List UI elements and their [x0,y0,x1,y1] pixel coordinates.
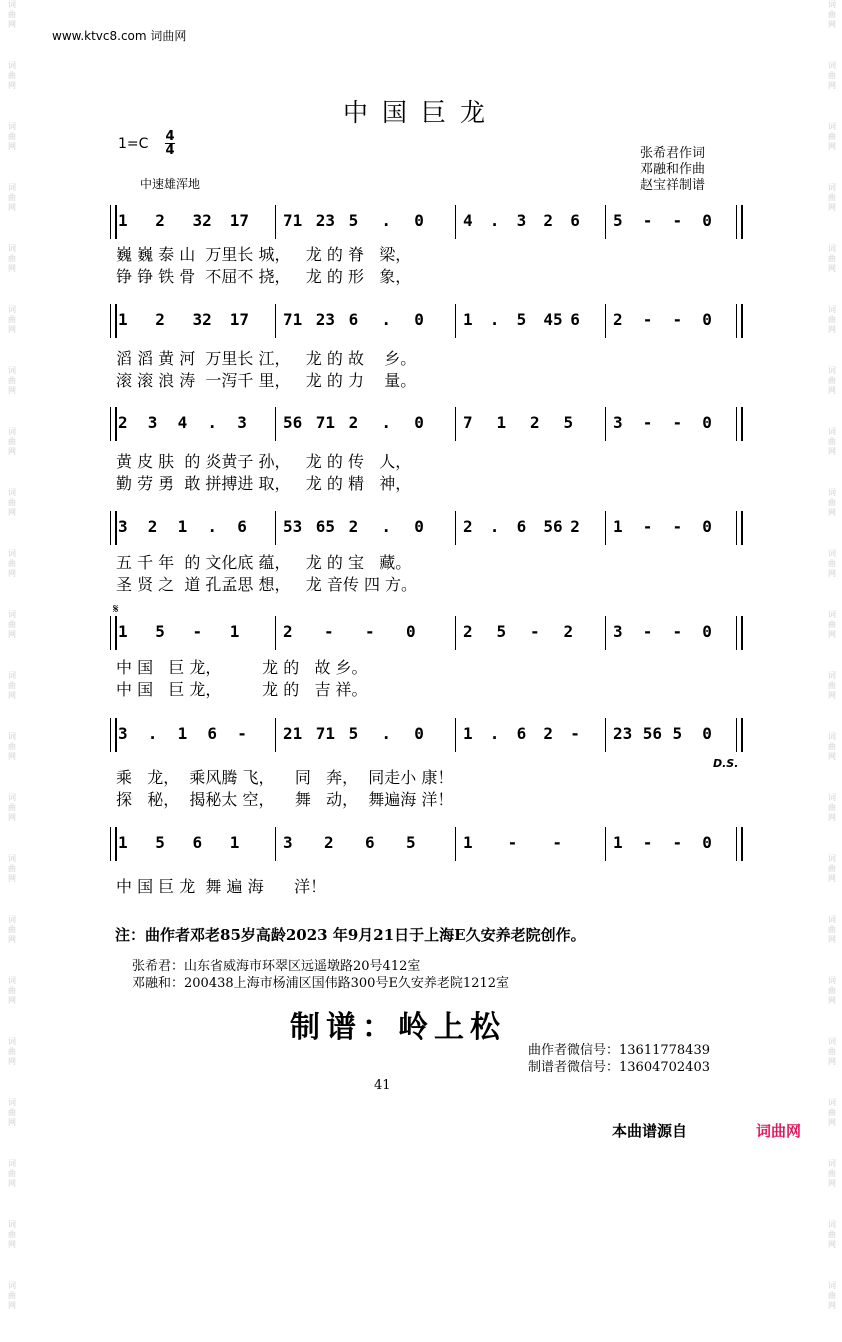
bar-line [275,407,276,441]
ds-marking: D.S. [713,757,739,770]
note: - [642,413,653,432]
watermark-block: 词 曲 网 [8,732,16,761]
note: 23 [613,724,633,743]
note: 2 [613,310,623,329]
watermark-block: 词 曲 网 [8,0,16,29]
note: 5 [613,211,623,230]
note: . [489,211,500,230]
note: 3 [237,413,247,432]
note: 3 [516,211,527,230]
bar-line [110,205,117,239]
lyric-line: 滔 滔 黄 河 万里长 江， 龙 的 故 乡。 [116,349,417,368]
note: 1 [118,622,128,641]
note: . [147,724,158,743]
note: 1 [229,833,240,852]
note: 56 [283,413,303,432]
note: 5 [516,310,527,329]
composer-wechat: 曲作者微信号：13611778439 [528,1043,710,1058]
watermark-block: 词 曲 网 [8,488,16,517]
watermark-block: 词 曲 网 [828,671,836,700]
note: 0 [414,724,424,743]
note: 0 [702,413,712,432]
note: 2 [147,517,158,536]
note: - [672,833,683,852]
note: 5 [348,724,359,743]
composer-address: 邓融和：200438上海市杨浦区国伟路300号E久安养老院1212室 [132,976,510,991]
note: . [381,310,392,329]
lyric-line: 滚 滚 浪 涛 一泻千 里， 龙 的 力 量。 [116,371,417,390]
note: 1 [613,517,623,536]
bar-line [455,616,456,650]
bar-line [455,511,456,545]
note: . [381,211,392,230]
note: - [552,833,562,852]
note: 5 [406,833,416,852]
note: 1 [229,622,240,641]
watermark-block: 词 曲 网 [828,1098,836,1127]
note: 3 [118,724,128,743]
note: 5 [155,622,165,641]
note: 3 [613,413,623,432]
note: 6 [207,724,218,743]
bar-line [275,718,276,752]
composer-credit: 邓融和作曲 [640,162,706,177]
bar-line [110,304,117,338]
note: 5 [155,833,165,852]
watermark-block: 词 曲 网 [828,1037,836,1066]
note: . [207,517,218,536]
note: 2 [543,211,554,230]
lyric-line: 乘 龙， 乘风腾 飞， 同 奔， 同走小 康！ [116,768,454,787]
note: 21 [283,724,303,743]
watermark-block: 词 曲 网 [8,1281,16,1310]
note: 1 [118,833,128,852]
note: . [381,413,392,432]
note: 2 [463,622,473,641]
note: 0 [414,211,424,230]
bar-line [605,718,606,752]
wechat-info [528,1042,710,1076]
note: 6 [365,833,375,852]
lyric-line: 中 国 巨 龙， 龙 的 故 乡。 [116,658,368,677]
bar-line [605,407,606,441]
note: 5 [563,413,574,432]
bar-line [275,304,276,338]
bar-line [110,407,117,441]
bar-line [455,304,456,338]
note: - [237,724,247,743]
note: 2 [463,517,473,536]
note: 32 [192,211,212,230]
note: 7 [463,413,473,432]
note: 1 [496,413,507,432]
watermark-block: 词 曲 网 [828,549,836,578]
watermark-block: 词 曲 网 [8,549,16,578]
page-title: 中国巨龙 [342,98,499,127]
watermark-block: 词 曲 网 [828,732,836,761]
watermark-block: 词 曲 网 [828,610,836,639]
note: 32 [192,310,212,329]
note: 0 [414,310,424,329]
watermark-block: 词 曲 网 [828,915,836,944]
note: - [672,211,683,230]
note: 71 [315,724,336,743]
header-url[interactable]: www.ktvc8.com 词曲网 [52,29,187,43]
bar-line [736,304,743,338]
note: 2 [155,310,165,329]
composition-note: 注：曲作者邓老85岁高龄2023 年9月21日于上海E久安养老院创作。 [115,926,586,944]
note: 5 [672,724,683,743]
note: 5 [496,622,507,641]
note: 23 [315,310,336,329]
note: - [642,622,653,641]
note: 1 [177,724,188,743]
watermark-block: 词 曲 网 [828,793,836,822]
note: 65 [315,517,336,536]
note: 53 [283,517,303,536]
time-sig-numerator: 4 [165,129,175,144]
credits [640,146,705,194]
watermark-block: 词 曲 网 [8,1159,16,1188]
bar-line [605,616,606,650]
note: 2 [530,413,540,432]
note: 45 [543,310,563,329]
source-site-link[interactable]: 词曲网 [756,1122,802,1140]
watermark-block: 词 曲 网 [828,1220,836,1249]
note: 0 [702,310,712,329]
watermark-block: 词 曲 网 [8,427,16,456]
note: 2 [324,833,334,852]
note: - [672,517,683,536]
watermark-block: 词 曲 网 [828,1159,836,1188]
note: - [642,211,653,230]
bar-line [110,827,117,861]
note: 6 [192,833,203,852]
lyric-line: 黄 皮 肤 的 炎黄子 孙， 龙 的 传 人， [116,452,412,471]
note: 2 [283,622,293,641]
watermark-block: 词 曲 网 [828,366,836,395]
watermark-block: 词 曲 网 [8,1220,16,1249]
note: 2 [570,517,580,536]
bar-line [455,718,456,752]
note: . [489,517,500,536]
note: - [672,622,683,641]
watermark-block: 词 曲 网 [8,793,16,822]
note: 56 [642,724,663,743]
time-signature [165,130,175,157]
lyric-line: 中 国 巨 龙 舞 遍 海 洋！ [116,877,327,896]
note: 6 [516,517,527,536]
note: 0 [414,413,424,432]
watermark-block: 词 曲 网 [8,1037,16,1066]
note: - [642,310,653,329]
note: - [530,622,540,641]
note: 6 [516,724,527,743]
signature: 制谱：岭上松 [290,1010,506,1045]
note: 0 [702,517,712,536]
note: 0 [406,622,416,641]
note: 71 [283,211,303,230]
watermark-block: 词 曲 网 [828,976,836,1005]
page-number: 41 [374,1078,391,1093]
note: 1 [463,310,473,329]
note: 2 [118,413,128,432]
note: 3 [147,413,158,432]
note: - [507,833,518,852]
bar-line [736,827,743,861]
lyric-line: 探 秘， 揭秘太 空， 舞 动， 舞遍海 洋！ [116,790,454,809]
note: 2 [348,413,359,432]
watermark-block: 词 曲 网 [828,854,836,883]
note: . [489,724,500,743]
note: 1 [118,211,128,230]
note: 17 [229,211,250,230]
bar-line [736,616,743,650]
watermark-block: 词 曲 网 [828,183,836,212]
lyricist-credit: 张希君作词 [640,146,706,161]
watermark-block: 词 曲 网 [8,122,16,151]
watermark-block: 词 曲 网 [828,61,836,90]
watermark-block: 词 曲 网 [8,610,16,639]
note: 1 [118,310,128,329]
source-label: 本曲谱源自 [612,1122,688,1140]
bar-line [110,718,117,752]
note: 6 [237,517,247,536]
note: 1 [613,833,623,852]
watermark-block: 词 曲 网 [8,671,16,700]
watermark-block: 词 曲 网 [8,915,16,944]
bar-line [110,511,117,545]
note: 0 [702,724,712,743]
note: - [642,517,653,536]
watermark-block: 词 曲 网 [8,976,16,1005]
note: 0 [702,211,712,230]
watermark-block: 词 曲 网 [828,427,836,456]
watermark-block: 词 曲 网 [828,1281,836,1310]
lyricist-address: 张希君：山东省威海市环翠区远遥墩路20号412室 [132,959,421,974]
note: 2 [348,517,359,536]
watermark-block: 词 曲 网 [8,61,16,90]
bar-line [736,511,743,545]
note: 6 [570,310,580,329]
note: 6 [570,211,580,230]
watermark-block: 词 曲 网 [828,305,836,334]
bar-line [736,407,743,441]
bar-line [605,304,606,338]
bar-line [455,407,456,441]
note: - [672,413,683,432]
note: . [207,413,218,432]
lyric-line: 圣 贤 之 道 孔孟思 想， 龙 音传 四 方。 [116,575,418,594]
note: - [192,622,203,641]
watermark-block: 词 曲 网 [8,305,16,334]
note: 4 [177,413,188,432]
bar-line [736,205,743,239]
watermark-block: 词 曲 网 [828,122,836,151]
note: 1 [463,724,473,743]
note: 5 [348,211,359,230]
lyric-line: 勤 劳 勇 敢 拼搏进 取， 龙 的 精 神， [116,474,412,493]
watermark-block: 词 曲 网 [8,1098,16,1127]
note: 3 [283,833,293,852]
note: 0 [414,517,424,536]
note: 17 [229,310,250,329]
note: 6 [348,310,359,329]
note: - [642,833,653,852]
note: - [672,310,683,329]
segno-sign: 𝄋 [113,602,119,617]
note: 3 [613,622,623,641]
bar-line [110,616,117,650]
bar-line [275,827,276,861]
bar-line [605,205,606,239]
watermark-block: 词 曲 网 [8,244,16,273]
bar-line [605,511,606,545]
watermark-block: 词 曲 网 [828,244,836,273]
lyric-line: 铮 铮 铁 骨 不屈不 挠， 龙 的 形 象， [116,267,412,286]
watermark-block: 词 曲 网 [828,488,836,517]
key-signature: 1=C [118,136,149,152]
arranger-credit: 赵宝祥制谱 [640,178,706,193]
note: . [381,517,392,536]
bar-line [275,511,276,545]
note: 2 [155,211,165,230]
note: 2 [543,724,554,743]
bar-line [275,205,276,239]
watermark-block: 词 曲 网 [828,0,836,29]
note: - [365,622,375,641]
note: 71 [315,413,336,432]
lyric-line: 巍 巍 泰 山 万里长 城， 龙 的 脊 梁， [116,245,412,264]
bar-line [275,616,276,650]
note: . [489,310,500,329]
note: 1 [177,517,188,536]
bar-line [455,205,456,239]
addresses [132,958,509,992]
time-sig-denominator: 4 [165,143,175,158]
bar-line [736,718,743,752]
note: 4 [463,211,473,230]
note: 71 [283,310,303,329]
watermark-block: 词 曲 网 [8,366,16,395]
note: 0 [702,622,712,641]
note: 1 [463,833,473,852]
bar-line [605,827,606,861]
bar-line [455,827,456,861]
note: 56 [543,517,563,536]
note: 3 [118,517,128,536]
note: . [381,724,392,743]
arranger-wechat: 制谱者微信号：13604702403 [528,1060,710,1075]
lyric-line: 中 国 巨 龙， 龙 的 吉 祥。 [116,680,368,699]
note: 23 [315,211,336,230]
watermark-block: 词 曲 网 [8,854,16,883]
note: - [324,622,334,641]
note: 2 [563,622,574,641]
lyric-line: 五 千 年 的 文化底 蕴， 龙 的 宝 藏。 [116,553,412,572]
watermark-block: 词 曲 网 [8,183,16,212]
tempo-marking: 中速雄浑地 [140,177,201,191]
note: 0 [702,833,712,852]
note: - [570,724,580,743]
